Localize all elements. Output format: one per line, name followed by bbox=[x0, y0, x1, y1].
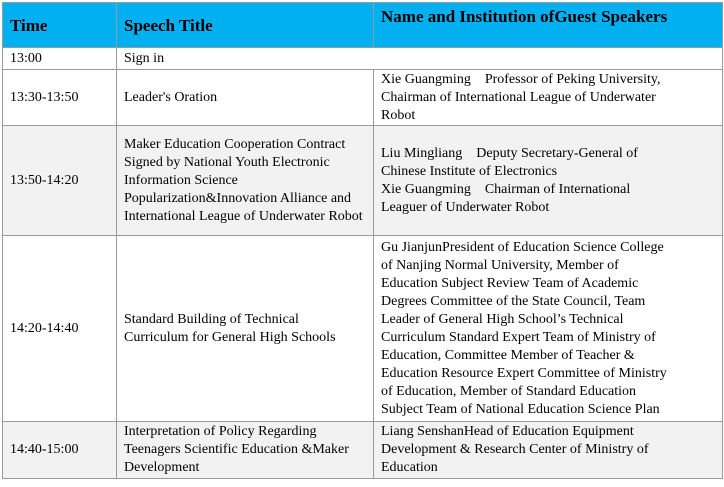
time-cell: 13:50-14:20 bbox=[3, 126, 117, 236]
time-cell: 13:00 bbox=[3, 48, 117, 70]
table-row bbox=[3, 126, 723, 236]
table-row bbox=[3, 70, 723, 126]
header-guest-speakers: Name and Institution ofGuest Speakers bbox=[374, 3, 723, 48]
speech-title-cell: Leader's Oration bbox=[117, 70, 374, 126]
guest-cell bbox=[374, 70, 723, 126]
guest-line: Leader of General High School’s Technical bbox=[381, 311, 624, 327]
guest-line: Leaguer of Underwater Robot bbox=[381, 199, 550, 215]
guest-line: Chairman of International League of Underwater bbox=[381, 89, 656, 105]
guest-line: Chinese Institute of Electronics bbox=[381, 163, 558, 179]
guest-line: Gu JianjunPresident of Education Science College bbox=[381, 239, 664, 255]
guest-line: of Nanjing Normal University, Member of bbox=[381, 257, 619, 273]
guest-cell bbox=[374, 236, 723, 422]
guest-cell bbox=[374, 422, 723, 479]
guest-line: Liu Mingliang Deputy Secretary-General of bbox=[381, 145, 638, 161]
schedule-table bbox=[2, 2, 723, 479]
guest-line: Education bbox=[381, 460, 438, 475]
time-cell: 14:20-14:40 bbox=[3, 236, 117, 422]
guest-line: Education, Committee Member of Teacher & bbox=[381, 347, 635, 363]
guest-line: Xie Guangming Professor of Peking University, bbox=[381, 71, 661, 87]
speech-title-cell: Standard Building of Technical Curriculum for General High Schools bbox=[117, 236, 374, 422]
guest-line: Education Subject Review Team of Academic bbox=[381, 275, 639, 291]
sign-in-cell: Sign in bbox=[117, 48, 723, 70]
guest-line: Degrees Committee of the State Council, Team bbox=[381, 293, 646, 309]
header-row bbox=[3, 3, 723, 48]
table-row bbox=[3, 48, 723, 70]
table-row bbox=[3, 422, 723, 479]
guest-cell bbox=[374, 126, 723, 236]
guest-line: Robot bbox=[381, 107, 416, 123]
guest-line: Education Resource Expert Committee of Ministry bbox=[381, 365, 667, 381]
header-time: Time bbox=[3, 3, 117, 48]
guest-line: Curriculum Standard Expert Team of Ministry of bbox=[381, 329, 656, 345]
guest-line: Development & Research Center of Ministry of bbox=[381, 442, 649, 457]
guest-line: Xie Guangming Chairman of International bbox=[381, 181, 631, 197]
time-cell: 14:40-15:00 bbox=[3, 422, 117, 479]
time-cell: 13:30-13:50 bbox=[3, 70, 117, 126]
guest-line: Liang SenshanHead of Education Equipment bbox=[381, 424, 634, 439]
guest-line: Subject Team of National Education Science Plan bbox=[381, 401, 660, 417]
header-speech-title: Speech Title bbox=[117, 3, 374, 48]
guest-line: of Education, Member of Standard Education bbox=[381, 383, 637, 399]
table-row bbox=[3, 236, 723, 422]
speech-title-cell: Interpretation of Policy Regarding Teenagers Scientific Education &Maker Development bbox=[117, 422, 374, 479]
speech-title-cell: Maker Education Cooperation Contract Signed by National Youth Electronic Information Science Popularization&Innovation Alliance and International League of Underwater Robot bbox=[117, 126, 374, 236]
